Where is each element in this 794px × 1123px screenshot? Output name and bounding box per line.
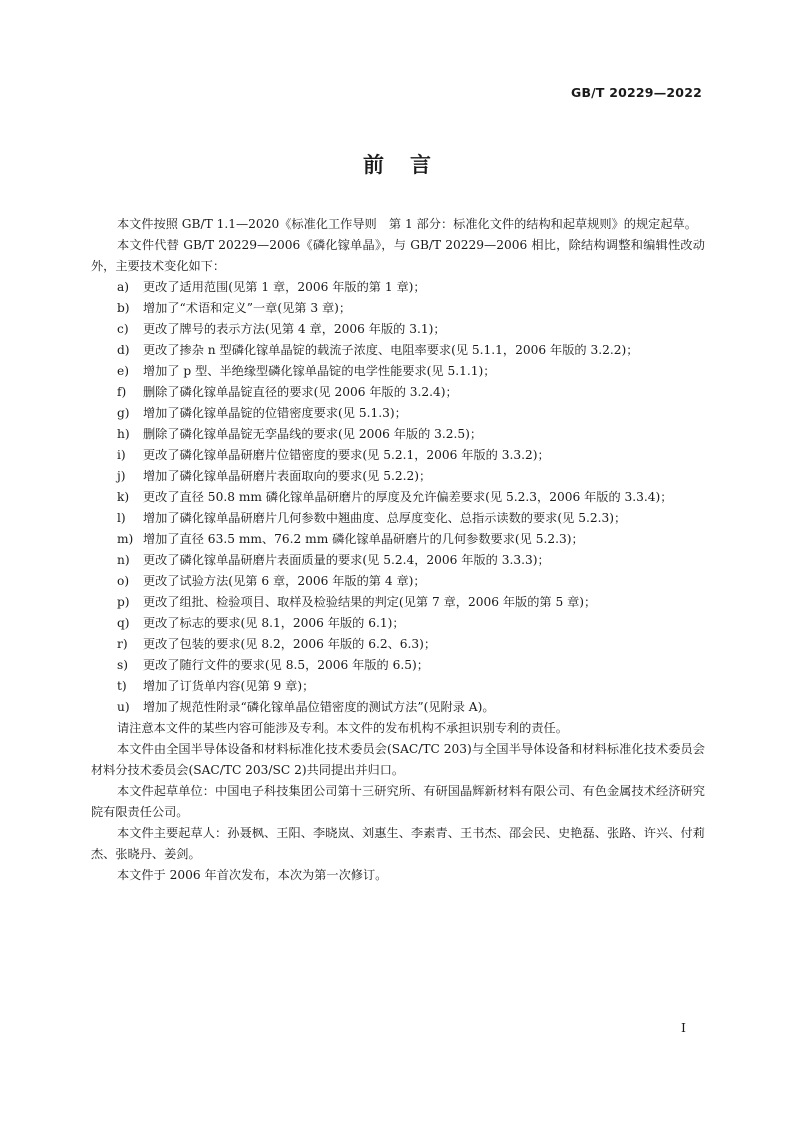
list-item-label: q) [117, 616, 130, 630]
list-item-label: p) [117, 595, 130, 609]
paragraph-drafting-rules: 本文件按照 GB/T 1.1—2020《标准化工作导则 第 1 部分：标准化文件的结构和起草规则》的规定起草。 [117, 217, 697, 231]
list-item-text: 删除了磷化镓单晶锭直径的要求(见 2006 年版的 3.2.4)； [143, 385, 458, 399]
paragraph-replacement: 本文件代替 GB/T 20229—2006《磷化镓单晶》，与 GB/T 20229—2006 相比，除结构调整和编辑性改动外，主要技术变化如下： [91, 238, 705, 273]
list-item [91, 676, 705, 697]
list-item-text: 更改了掺杂 n 型磷化镓单晶锭的载流子浓度、电阻率要求(见 5.1.1，2006 年版的 3.2.2)； [143, 343, 639, 357]
list-item-label: j) [117, 469, 126, 483]
list-item-text: 增加了磷化镓单晶研磨片表面取向的要求(见 5.2.2)； [143, 469, 432, 483]
list-item [91, 697, 705, 718]
list-item-label: n) [117, 553, 130, 567]
list-item-label: l) [117, 511, 126, 525]
list-item-text: 增加了规范性附录“磷化镓单晶位错密度的测试方法”(见附录 A)。 [143, 700, 495, 714]
list-item-label: a) [117, 280, 130, 294]
list-item-text: 更改了标志的要求(见 8.1，2006 年版的 6.1)； [143, 616, 405, 630]
list-item-label: o) [117, 574, 130, 588]
list-item [91, 613, 705, 634]
list-item [91, 550, 705, 571]
page-number: I [681, 1020, 686, 1035]
list-item-label: s) [117, 658, 129, 672]
list-item [91, 277, 705, 298]
list-item [91, 382, 705, 403]
list-item-text: 更改了试验方法(见第 6 章，2006 年版的第 4 章)； [143, 574, 426, 588]
list-item [91, 340, 705, 361]
list-item [91, 487, 705, 508]
list-item-text: 增加了磷化镓单晶研磨片几何参数中翘曲度、总厚度变化、总指示读数的要求(见 5.2.3)； [143, 511, 627, 525]
list-item-label: r) [117, 637, 128, 651]
list-item [91, 592, 705, 613]
list-item-text: 更改了组批、检验项目、取样及检验结果的判定(见第 7 章，2006 年版的第 5 章)； [143, 595, 597, 609]
page-title: 前言 [363, 153, 457, 177]
list-item-text: 更改了适用范围(见第 1 章，2006 年版的第 1 章)； [143, 280, 426, 294]
technical-changes-list [91, 277, 705, 718]
list-item-text: 更改了磷化镓单晶研磨片位错密度的要求(见 5.2.1，2006 年版的 3.3.2)； [143, 448, 550, 462]
list-item-label: c) [117, 322, 129, 336]
list-item-text: 增加了直径 63.5 mm、76.2 mm 磷化镓单晶研磨片的几何参数要求(见 5.2.3)； [143, 532, 584, 546]
list-item-label: k) [117, 490, 130, 504]
list-item [91, 655, 705, 676]
list-item [91, 571, 705, 592]
list-item-label: h) [117, 427, 130, 441]
list-item [91, 634, 705, 655]
list-item-label: e) [117, 364, 129, 378]
list-item-label: m) [117, 532, 134, 546]
list-item [91, 403, 705, 424]
list-item-text: 更改了随行文件的要求(见 8.5，2006 年版的 6.5)； [143, 658, 429, 672]
list-item [91, 445, 705, 466]
list-item-label: t) [117, 679, 127, 693]
list-item-text: 更改了直径 50.8 mm 磷化镓单晶研磨片的厚度及允许偏差要求(见 5.2.3，2006 年版的 3.3.4)； [143, 490, 673, 504]
standard-code: GB/T 20229—2022 [570, 85, 702, 100]
list-item-text: 增加了 p 型、半绝缘型磷化镓单晶锭的电学性能要求(见 5.1.1)； [143, 364, 496, 378]
list-item [91, 466, 705, 487]
paragraph-history: 本文件于 2006 年首次发布，本次为第一次修订。 [117, 868, 388, 882]
list-item-label: f) [117, 385, 127, 399]
list-item-text: 删除了磷化镓单晶锭无孪晶线的要求(见 2006 年版的 3.2.5)； [143, 427, 483, 441]
list-item [91, 424, 705, 445]
paragraph-drafting-units: 本文件起草单位：中国电子科技集团公司第十三研究所、有研国晶辉新材料有限公司、有色金属技术经济研究院有限责任公司。 [91, 784, 705, 819]
list-item-text: 更改了磷化镓单晶研磨片表面质量的要求(见 5.2.4，2006 年版的 3.3.3)； [143, 553, 550, 567]
preface-content [91, 214, 705, 886]
list-item-label: i) [117, 448, 126, 462]
paragraph-drafters: 本文件主要起草人：孙聂枫、王阳、李晓岚、刘惠生、李素青、王书杰、邵会民、史艳磊、张路、许兴、付莉杰、张晓丹、姜剑。 [91, 826, 705, 861]
list-item-text: 更改了牌号的表示方法(见第 4 章，2006 年版的 3.1)； [143, 322, 446, 336]
list-item-text: 增加了订货单内容(见第 9 章)； [143, 679, 315, 693]
list-item [91, 508, 705, 529]
paragraph-proposer: 本文件由全国半导体设备和材料标准化技术委员会(SAC/TC 203)与全国半导体设备和材料标准化技术委员会材料分技术委员会(SAC/TC 203/SC 2)共同提出并归口。 [91, 742, 705, 777]
list-item-label: g) [117, 406, 130, 420]
list-item [91, 298, 705, 319]
list-item-text: 更改了包装的要求(见 8.2，2006 年版的 6.2、6.3)； [143, 637, 437, 651]
list-item-text: 增加了磷化镓单晶锭的位错密度要求(见 5.1.3)； [143, 406, 407, 420]
list-item [91, 319, 705, 340]
list-item-label: b) [117, 301, 130, 315]
list-item-text: 增加了“术语和定义”一章(见第 3 章)； [143, 301, 352, 315]
paragraph-patent-notice: 请注意本文件的某些内容可能涉及专利。本文件的发布机构不承担识别专利的责任。 [117, 721, 568, 735]
list-item [91, 361, 705, 382]
list-item-label: u) [117, 700, 130, 714]
list-item-label: d) [117, 343, 130, 357]
list-item [91, 529, 705, 550]
